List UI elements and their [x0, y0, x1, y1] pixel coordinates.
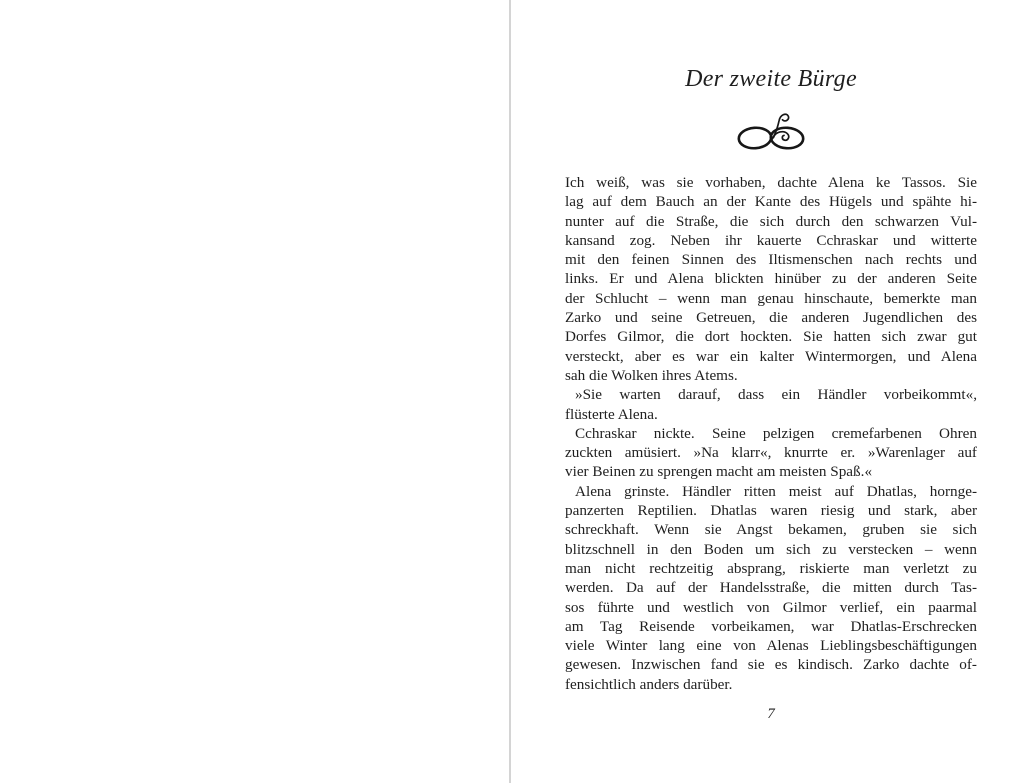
text-line: Dorfes Gilmor, die dort hockten. Sie hatten sich zwar gut [565, 328, 977, 346]
text-line: sah die Wolken ihres Atems. [565, 366, 738, 384]
text-line: schreckhaft. Wenn sie Angst bekamen, gruben sie sich [565, 521, 977, 539]
text-line: lag auf dem Bauch an der Kante des Hügels und spähte hi- [565, 193, 977, 211]
text-line: links. Er und Alena blickten hinüber zu der anderen Seite [565, 270, 977, 288]
text-line: versteckt, aber es war ein kalter Wintermorgen, und Alena [565, 347, 977, 365]
text-line: panzerten Reptilien. Dhatlas waren riesig und stark, aber [565, 502, 977, 520]
text-line: Ich weiß, was sie vorhaben, dachte Alena ke Tassos. Sie [565, 174, 977, 191]
text-line: flüsterte Alena. [565, 405, 658, 423]
text-line: kansand zog. Neben ihr kauerte Cchraskar und witterte [565, 231, 977, 249]
text-line: werden. Da auf der Handelsstraße, die mitten durch Tas- [565, 579, 977, 597]
text-line: nunter auf die Straße, die sich durch den schwarzen Vul- [565, 212, 977, 230]
text-line: Alena grinste. Händler ritten meist auf Dhatlas, hornge- [575, 482, 977, 500]
text-line: am Tag Reisende vorbeikamen, war Dhatlas-Erschrecken [565, 617, 977, 635]
page-number: 7 [767, 706, 775, 722]
text-line: blitzschnell in den Boden um sich zu verstecken – wenn [565, 540, 977, 558]
text-line: »Sie warten darauf, dass ein Händler vorbeikommt«, [575, 386, 977, 404]
right-page [511, 0, 1020, 783]
text-line: zuckten amüsiert. »Na klarr«, knurrte er. »Warenlager auf [565, 444, 977, 462]
left-page-blank [0, 0, 509, 783]
chapter-title: Der zweite Bürge [685, 66, 857, 92]
text-line: vier Beinen zu sprengen macht am meisten Spaß.« [565, 463, 873, 481]
text-line: Cchraskar nickte. Seine pelzigen cremefarbenen Ohren [575, 424, 977, 442]
text-line: der Schlucht – wenn man genau hinschaute, bemerkte man [565, 289, 977, 307]
text-line: fensichtlich anders darüber. [565, 675, 733, 693]
text-line: gewesen. Inzwischen fand sie es kindisch. Zarko dachte of- [565, 656, 977, 674]
text-line: Zarko und seine Getreuen, die anderen Jugendlichen des [565, 309, 977, 327]
body-text [565, 173, 977, 694]
text-column [565, 0, 977, 783]
text-line: sos führte und westlich von Gilmor verlief, ein paarmal [565, 598, 977, 616]
text-line: mit den feinen Sinnen des Iltismenschen nach rechts und [565, 251, 977, 269]
text-line: man nicht rechtzeitig absprang, riskierte man verletzt zu [565, 559, 977, 577]
text-line: viele Winter lang eine von Alenas Lieblingsbeschäftigungen [565, 637, 977, 655]
flourish-ornament-icon [565, 109, 977, 158]
